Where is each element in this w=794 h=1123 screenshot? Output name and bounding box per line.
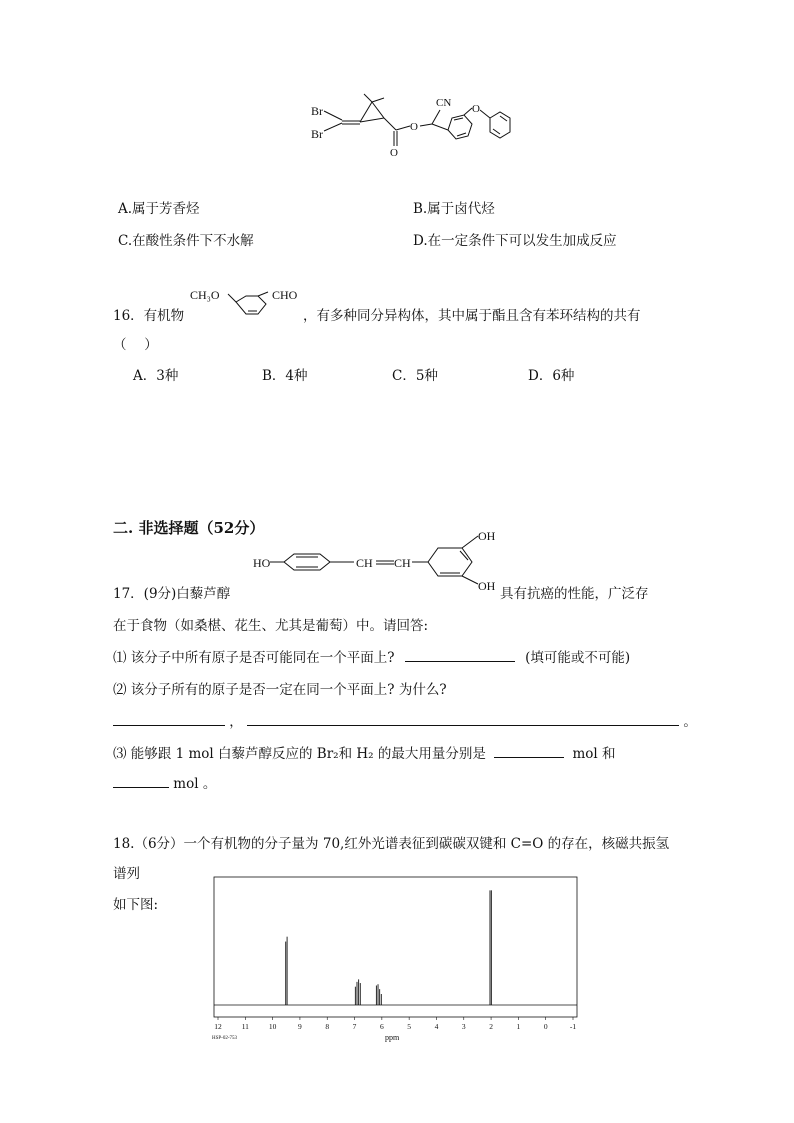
q17-part-1-answer-blank[interactable]: [405, 647, 515, 662]
q17-part-1: [113, 646, 630, 666]
resveratrol-structure: [250, 524, 510, 596]
atom-label: Br: [311, 127, 323, 141]
q16-prefix: 16．有机物: [113, 308, 185, 324]
x-tick-label: 0: [543, 1022, 548, 1031]
q17-part-3-unit-end: mol 。: [173, 776, 217, 792]
atom-label: O: [472, 103, 480, 115]
group-label: CH: [356, 556, 373, 570]
top-molecule-structure: [300, 88, 530, 168]
x-tick-label: 3: [461, 1022, 466, 1031]
group-label: HO: [253, 556, 271, 570]
q16-answer-paren: （ ）: [113, 337, 158, 353]
x-tick-label: 6: [379, 1022, 384, 1031]
q16-stem: ，有多种同分异构体，其中属于酯且含有苯环结构的共有: [303, 308, 641, 324]
q17-part-2-answer-line: [113, 710, 697, 730]
x-tick-label: 12: [214, 1022, 222, 1031]
q17-part-2-period: 。: [683, 714, 697, 730]
section-heading: 二. 非选择题（52分）: [113, 519, 265, 537]
q17-part-2-comma: ，: [229, 714, 243, 730]
x-axis-label: ppm: [385, 1033, 400, 1042]
spectrum-frame: [214, 877, 577, 1017]
q15-option-b: B.属于卤代烃: [413, 201, 495, 217]
group-label: OH: [478, 529, 496, 543]
q17-part-3-h2-blank[interactable]: [113, 773, 169, 788]
substituent-label: CH₃O: [190, 288, 220, 302]
q18-stem: 18.（6分）一个有机物的分子量为 70,红外光谱表征到碳碳双键和 C=O 的存在，核磁共振氢: [113, 836, 670, 852]
q17-part-3: [113, 742, 616, 762]
spectrum-code: HSP-02-753: [212, 1036, 238, 1041]
x-tick-label: 1: [516, 1022, 521, 1031]
x-tick-label: 8: [325, 1022, 330, 1031]
x-tick-label: 7: [352, 1022, 357, 1031]
spectrum-peaks: [286, 890, 492, 1005]
q17-part-1-text: ⑴ 该分子中所有原子是否可能同在一个平面上?: [113, 650, 395, 666]
x-tick-label: 4: [434, 1022, 439, 1031]
q16-option-a: A．3种: [133, 368, 179, 384]
q15-option-c: C.在酸性条件下不水解: [118, 233, 254, 249]
q17-part-3-unit: mol 和: [572, 746, 616, 762]
x-tick-label: 10: [268, 1022, 277, 1031]
x-tick-label: 9: [298, 1022, 302, 1031]
q16-option-d: D．6种: [528, 368, 575, 384]
atom-label: O: [410, 121, 418, 133]
group-label: CH: [394, 556, 411, 570]
atom-label: O: [390, 147, 398, 159]
x-axis-ticks: [214, 1017, 576, 1031]
q17-part-2-reason-blank[interactable]: [247, 711, 679, 726]
q17-part-2-answer-blank[interactable]: [113, 711, 225, 726]
q16-option-c: C．5种: [392, 368, 438, 384]
x-tick-label: -1: [569, 1022, 577, 1031]
q17-part-3-br2-blank[interactable]: [494, 743, 564, 758]
x-tick-label: 11: [241, 1022, 249, 1031]
q16-option-b: B．4种: [262, 368, 308, 384]
x-tick-label: 5: [407, 1022, 412, 1031]
q15-option-a: A.属于芳香烃: [118, 201, 200, 217]
q17-part-2: ⑵ 该分子所有的原子是否一定在同一个平面上? 为什么?: [113, 682, 447, 698]
q17-part-3-text: ⑶ 能够跟 1 mol 白藜芦醇反应的 Br₂和 H₂ 的最大用量分别是: [113, 746, 486, 762]
q17-line-2: 在于食物（如桑椹、花生、尤其是葡萄）中。请回答:: [113, 618, 429, 634]
q15-option-d: D.在一定条件下可以发生加成反应: [413, 233, 617, 249]
q18-stem-continued: 谱列: [113, 866, 140, 882]
q17-part-1-hint: (填可能或不可能): [525, 650, 631, 666]
substituent-label: CHO: [272, 288, 298, 302]
x-tick-label: 2: [489, 1022, 493, 1031]
q18-figure-intro: 如下图:: [113, 897, 159, 913]
q17-part-3-line-2: [113, 772, 216, 792]
q17-intro-continued: 具有抗癌的性能，广泛存: [500, 586, 649, 602]
nmr-spectrum: [208, 877, 583, 1047]
atom-label: Br: [311, 104, 323, 118]
q17-intro: 17．(9分)白藜芦醇: [113, 586, 231, 602]
atom-label: CN: [436, 97, 452, 109]
q16-molecule-structure: [188, 284, 306, 328]
group-label: OH: [478, 579, 496, 593]
